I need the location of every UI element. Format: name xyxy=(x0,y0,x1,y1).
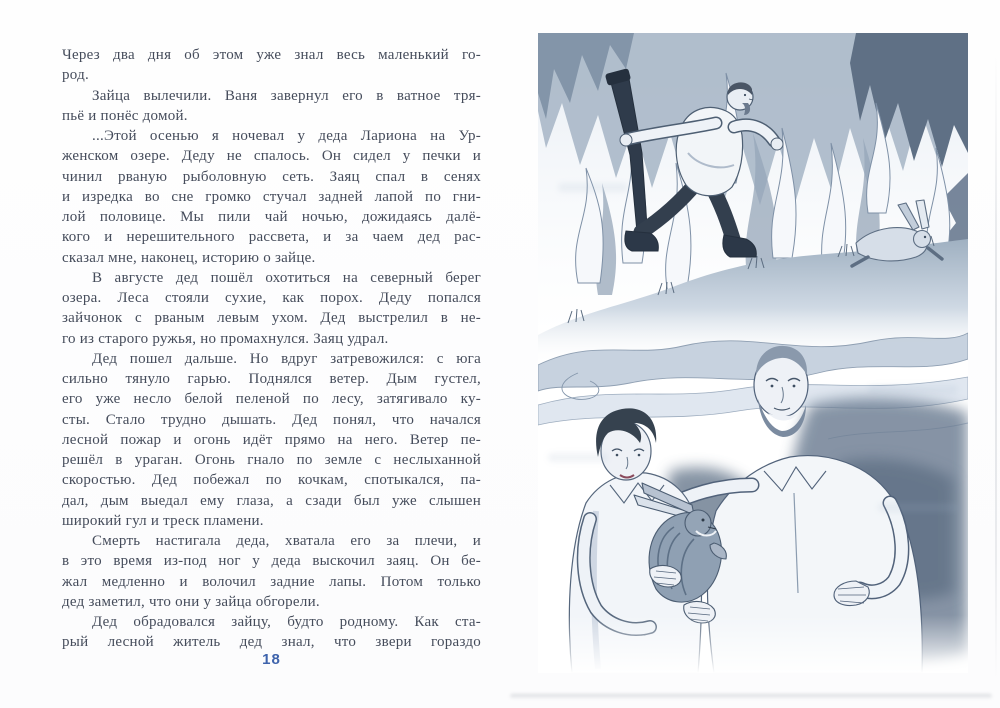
text-line: Смерть настигала деда, хватала его за плечи, и xyxy=(92,533,481,549)
text-line: дед заметил, что они у зайца обгорели. xyxy=(62,593,320,610)
text-line: озера. Леса стояли сухие, как порох. Деду попался xyxy=(62,290,481,306)
text-line: чинил рваную рыболовную сеть. Заяц спал в сенях xyxy=(62,168,481,185)
text-line: его уже несло белой пеленой по лесу, затягивало ку- xyxy=(62,391,481,408)
text-line: лесной пожар и огонь идёт прямо на него. Ветер пе- xyxy=(62,431,481,448)
page-edge-shadow xyxy=(510,694,992,699)
text-line: пьё и понёс домой. xyxy=(62,107,188,124)
text-line: и изредка во сне громко стучал задней лапой по гни- xyxy=(62,188,481,205)
text-line: рый лесной житель дед знал, что звери гораздо xyxy=(62,634,481,651)
text-line: широкий гул и треск пламени. xyxy=(62,512,264,529)
right-hand xyxy=(771,138,783,150)
text-line: Через два дня об этом уже знал весь маленький го- xyxy=(62,47,481,63)
text-line: лой половице. Мы пили чай ночью, дожидаясь далё- xyxy=(62,209,481,225)
text-line: Зайца вылечили. Ваня завернул его в ватное тря- xyxy=(92,87,481,104)
text-line: решёл в ураган. Огонь гнало по земле с неслыханной xyxy=(62,452,481,468)
page-number: 18 xyxy=(262,651,281,668)
text-line: дал, дым выедал ему глаза, а сзади был уже слышен xyxy=(62,492,481,509)
left-hand xyxy=(620,134,632,146)
text-line: сты. Стало трудно дышать. Дед понял, что начался xyxy=(62,411,481,428)
text-line: скоростью. Дед побежал по кочкам, спотыкался, па- xyxy=(62,472,481,489)
page-right-edge xyxy=(995,55,997,680)
text-line: в это время из-под ног у деда выскочил заяц. Он бе- xyxy=(62,553,481,570)
story-illustration xyxy=(538,33,968,673)
bottom-fade xyxy=(538,615,968,673)
text-column xyxy=(62,45,481,653)
text-line: Дед пошел дальше. Но вдруг затревожился: с юга xyxy=(92,350,481,367)
text-line: го из старого ружья, но промахнулся. Заяц удрал. xyxy=(62,330,389,347)
text-line: сильно тянуло гарью. Поднялся ветер. Дым густел, xyxy=(62,371,481,387)
text-line: род. xyxy=(62,67,89,84)
text-line: сказал мне, наконец, историю о зайце. xyxy=(62,249,316,266)
text-line: зайчонок с рваным левым ухом. Дед выстрелил в не- xyxy=(62,310,481,327)
text-line: жал медленно и волочил задние лапы. Потом только xyxy=(62,573,481,590)
text-line: женском озере. Деду не спалось. Он сидел у печки и xyxy=(62,148,481,165)
text-line: ...Этой осенью я ночевал у деда Лариона на Ур- xyxy=(92,128,481,144)
text-line: В августе дед пошёл охотиться на северный берег xyxy=(92,269,481,286)
text-line: кого и нерешительного рассвета, и за чаем дед рас- xyxy=(62,229,481,246)
text-line: Дед обрадовался зайцу, будто родному. Как ста- xyxy=(92,614,481,630)
